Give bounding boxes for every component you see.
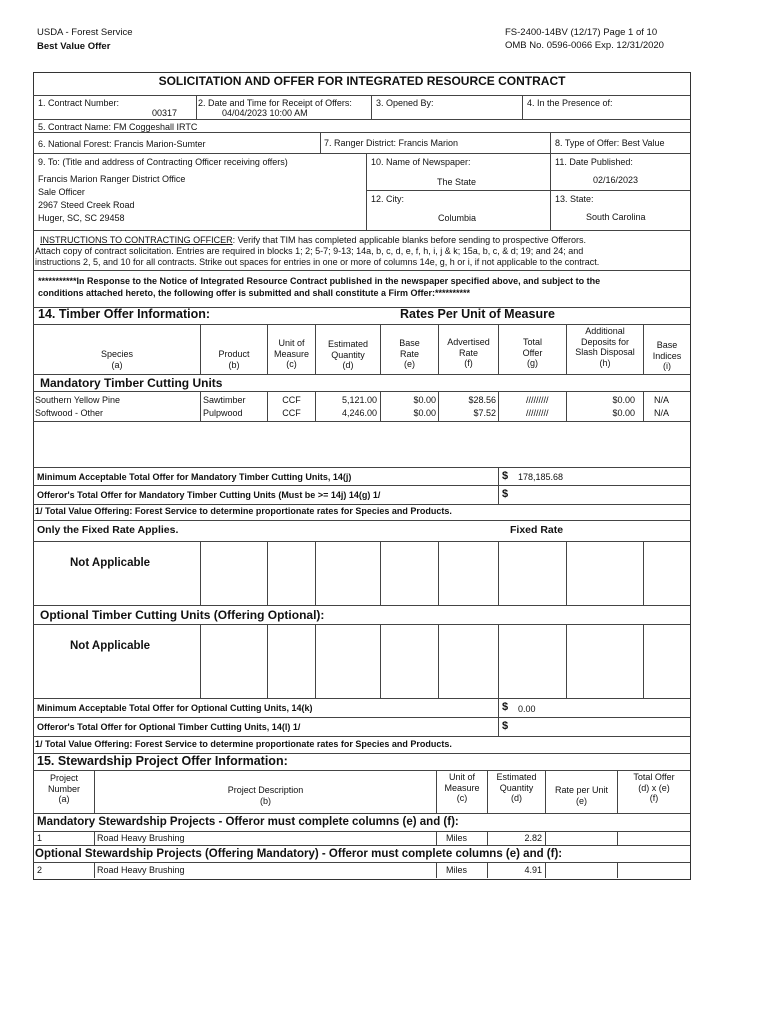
dollar-sign: $ xyxy=(502,470,509,482)
date-published-label: 11. Date Published: xyxy=(555,157,633,167)
unit-cell: Miles xyxy=(446,865,468,875)
offer-type: Best Value Offer xyxy=(37,41,111,52)
unit-cell: CCF xyxy=(282,408,301,418)
species-cell: Southern Yellow Pine xyxy=(35,395,121,405)
fixed-rate-label: Only the Fixed Rate Applies. xyxy=(37,524,179,536)
timber-heading: 14. Timber Offer Information: xyxy=(38,307,211,321)
quantity-cell: 2.82 xyxy=(524,833,542,843)
quantity-cell: 4.91 xyxy=(524,865,542,875)
instructions-line-2: Attach copy of contract solicitation. Entries are required in blocks 1; 2; 5-7; 9-13; 14a, b, c, d, e, f, h, i, j & k; 15a, b, c, & d; 19; and 24; and xyxy=(35,246,584,256)
min-total-label: Minimum Acceptable Total Offer for Mandatory Timber Cutting Units, 14(j) xyxy=(37,472,352,482)
instructions-text-1: : Verify that TIM has completed applicable blanks before sending to prospective Offerors. xyxy=(232,235,587,245)
date-published-value[interactable]: 02/16/2023 xyxy=(593,175,639,185)
city-label: 12. City: xyxy=(371,194,405,204)
agency-name: USDA - Forest Service xyxy=(37,27,133,38)
project-description-cell: Road Heavy Brushing xyxy=(97,833,185,843)
instructions-heading: INSTRUCTIONS TO CONTRACTING OFFICER xyxy=(40,235,233,245)
min-total-value: 178,185.68 xyxy=(518,472,564,482)
newspaper-label: 10. Name of Newspaper: xyxy=(371,157,471,167)
dollar-sign: $ xyxy=(502,720,509,732)
quantity-cell: 5,121.00 xyxy=(341,395,377,405)
rate-input[interactable] xyxy=(546,863,616,877)
total-offer-cell: ///////// xyxy=(526,408,549,418)
base-rate-cell[interactable]: $0.00 xyxy=(413,408,436,418)
total-input[interactable] xyxy=(618,863,689,877)
mandatory-stewardship-heading: Mandatory Stewardship Projects - Offeror must complete columns (e) and (f): xyxy=(37,816,459,828)
col-total-offer: Total Offer (g) xyxy=(522,337,543,368)
quantity-cell: 4,246.00 xyxy=(341,408,377,418)
offeror-total-input[interactable] xyxy=(512,487,688,504)
rate-input[interactable] xyxy=(546,832,616,844)
project-description-cell: Road Heavy Brushing xyxy=(97,865,185,875)
col-project-number: Project Number (a) xyxy=(47,773,80,804)
col-total-offer: Total Offer (d) x (e) (f) xyxy=(633,772,675,803)
to-label: 9. To: (Title and address of Contracting Officer receiving offers) xyxy=(38,157,288,167)
address-line-2: Sale Officer xyxy=(38,187,85,197)
form-number: FS-2400-14BV (12/17) Page 1 of 10 xyxy=(505,27,658,38)
col-product: Product (b) xyxy=(218,349,250,370)
footnote: 1/ Total Value Offering: Forest Service to determine proportionate rates for Species and Products. xyxy=(35,506,452,516)
address-line-4: Huger, SC, SC 29458 xyxy=(38,213,125,223)
mandatory-timber-heading: Mandatory Timber Cutting Units xyxy=(40,376,223,390)
product-cell: Pulpwood xyxy=(203,408,243,418)
state-value[interactable]: South Carolina xyxy=(586,212,646,222)
col-base-indices: Base Indices (i) xyxy=(652,340,682,371)
col-unit-measure: Unit of Measure (c) xyxy=(273,338,309,369)
additional-deposit-cell: $0.00 xyxy=(612,408,635,418)
col-unit-of-measure: Unit of Measure (c) xyxy=(444,772,480,803)
col-species: Species (a) xyxy=(100,349,134,370)
unit-cell: CCF xyxy=(282,395,301,405)
contract-name[interactable]: 5. Contract Name: FM Coggeshall IRTC xyxy=(38,122,198,132)
national-forest[interactable]: 6. National Forest: Francis Marion-Sumter xyxy=(38,139,206,149)
type-of-offer[interactable]: 8. Type of Offer: Best Value xyxy=(555,138,665,148)
state-label: 13. State: xyxy=(555,194,594,204)
project-number-cell: 1 xyxy=(37,833,43,843)
address-line-1: Francis Marion Ranger District Office xyxy=(38,174,186,184)
instructions-line-1 xyxy=(40,235,586,246)
response-line-2: conditions attached hereto, the following offer is submitted and shall constitute a Firm Offer:********** xyxy=(38,288,471,298)
dollar-sign: $ xyxy=(502,701,509,713)
product-cell: Sawtimber xyxy=(203,395,246,405)
optional-min-value: 0.00 xyxy=(518,704,536,714)
optional-footnote: 1/ Total Value Offering: Forest Service to determine proportionate rates for Species and Products. xyxy=(35,739,452,749)
ranger-district[interactable]: 7. Ranger District: Francis Marion xyxy=(324,138,459,148)
not-applicable-optional: Not Applicable xyxy=(70,640,151,652)
presence-label: 4. In the Presence of: xyxy=(527,98,613,108)
total-offer-cell: ///////// xyxy=(526,395,549,405)
form-title: SOLICITATION AND OFFER FOR INTEGRATED RESOURCE CONTRACT xyxy=(158,74,566,88)
fixed-rate-column: Fixed Rate xyxy=(510,524,564,536)
optional-offeror-input[interactable] xyxy=(512,719,688,736)
optional-min-label: Minimum Acceptable Total Offer for Optional Cutting Units, 14(k) xyxy=(37,703,313,713)
base-indices-cell: N/A xyxy=(654,408,670,418)
col-rate-per-unit: Rate per Unit (e) xyxy=(554,785,609,806)
total-input[interactable] xyxy=(618,832,689,844)
unit-cell: Miles xyxy=(446,833,468,843)
date-time-value[interactable]: 04/04/2023 10:00 AM xyxy=(222,108,308,118)
additional-deposit-cell: $0.00 xyxy=(612,395,635,405)
col-estimated-quantity: Estimated Quantity (d) xyxy=(496,772,537,803)
contract-number-value[interactable]: 00317 xyxy=(152,108,178,118)
base-indices-cell: N/A xyxy=(654,395,670,405)
optional-stewardship-heading: Optional Stewardship Projects (Offering Mandatory) - Offeror must complete columns (e) and (f): xyxy=(35,848,563,860)
offeror-total-label: Offeror's Total Offer for Mandatory Timber Cutting Units (Must be >= 14j) 14(g) 1/ xyxy=(37,490,381,500)
address-line-3: 2967 Steed Creek Road xyxy=(38,200,135,210)
contract-number-label: 1. Contract Number: xyxy=(38,98,120,108)
omb-number: OMB No. 0596-0066 Exp. 12/31/2020 xyxy=(505,40,664,51)
base-rate-cell[interactable]: $0.00 xyxy=(413,395,436,405)
dollar-sign: $ xyxy=(502,488,509,500)
project-number-cell: 2 xyxy=(37,865,43,875)
optional-offeror-label: Offeror's Total Offer for Optional Timber Cutting Units, 14(l) 1/ xyxy=(37,722,301,732)
instructions-line-3: instructions 2, 5, and 10 for all contracts. Strike out spaces for entries in one or more of columns 14e, g, h or i, if not applicable to the contract. xyxy=(35,257,600,267)
col-additional-deposits: Additional Deposits for Slash Disposal (h) xyxy=(575,326,635,368)
city-value[interactable]: Columbia xyxy=(438,213,477,223)
col-advertised-rate: Advertised Rate (f) xyxy=(447,337,490,368)
advertised-rate-cell: $28.56 xyxy=(468,395,496,405)
newspaper-value[interactable]: The State xyxy=(437,177,477,187)
optional-timber-heading: Optional Timber Cutting Units (Offering Optional): xyxy=(40,608,325,622)
col-project-description: Project Description (b) xyxy=(227,785,304,806)
advertised-rate-cell: $7.52 xyxy=(473,408,496,418)
opened-by-label: 3. Opened By: xyxy=(376,98,434,108)
stewardship-heading: 15. Stewardship Project Offer Information: xyxy=(37,754,288,768)
rates-heading: Rates Per Unit of Measure xyxy=(400,307,555,321)
col-est-quantity: Estimated Quantity (d) xyxy=(327,339,369,370)
col-base-rate: Base Rate (e) xyxy=(399,338,420,369)
date-time-label: 2. Date and Time for Receipt of Offers: xyxy=(198,98,352,108)
not-applicable-fixed: Not Applicable xyxy=(70,557,151,569)
response-line-1: ***********In Response to the Notice of Integrated Resource Contract published in the newspaper specified above, and subject to the xyxy=(38,276,601,286)
species-cell: Softwood - Other xyxy=(35,408,104,418)
